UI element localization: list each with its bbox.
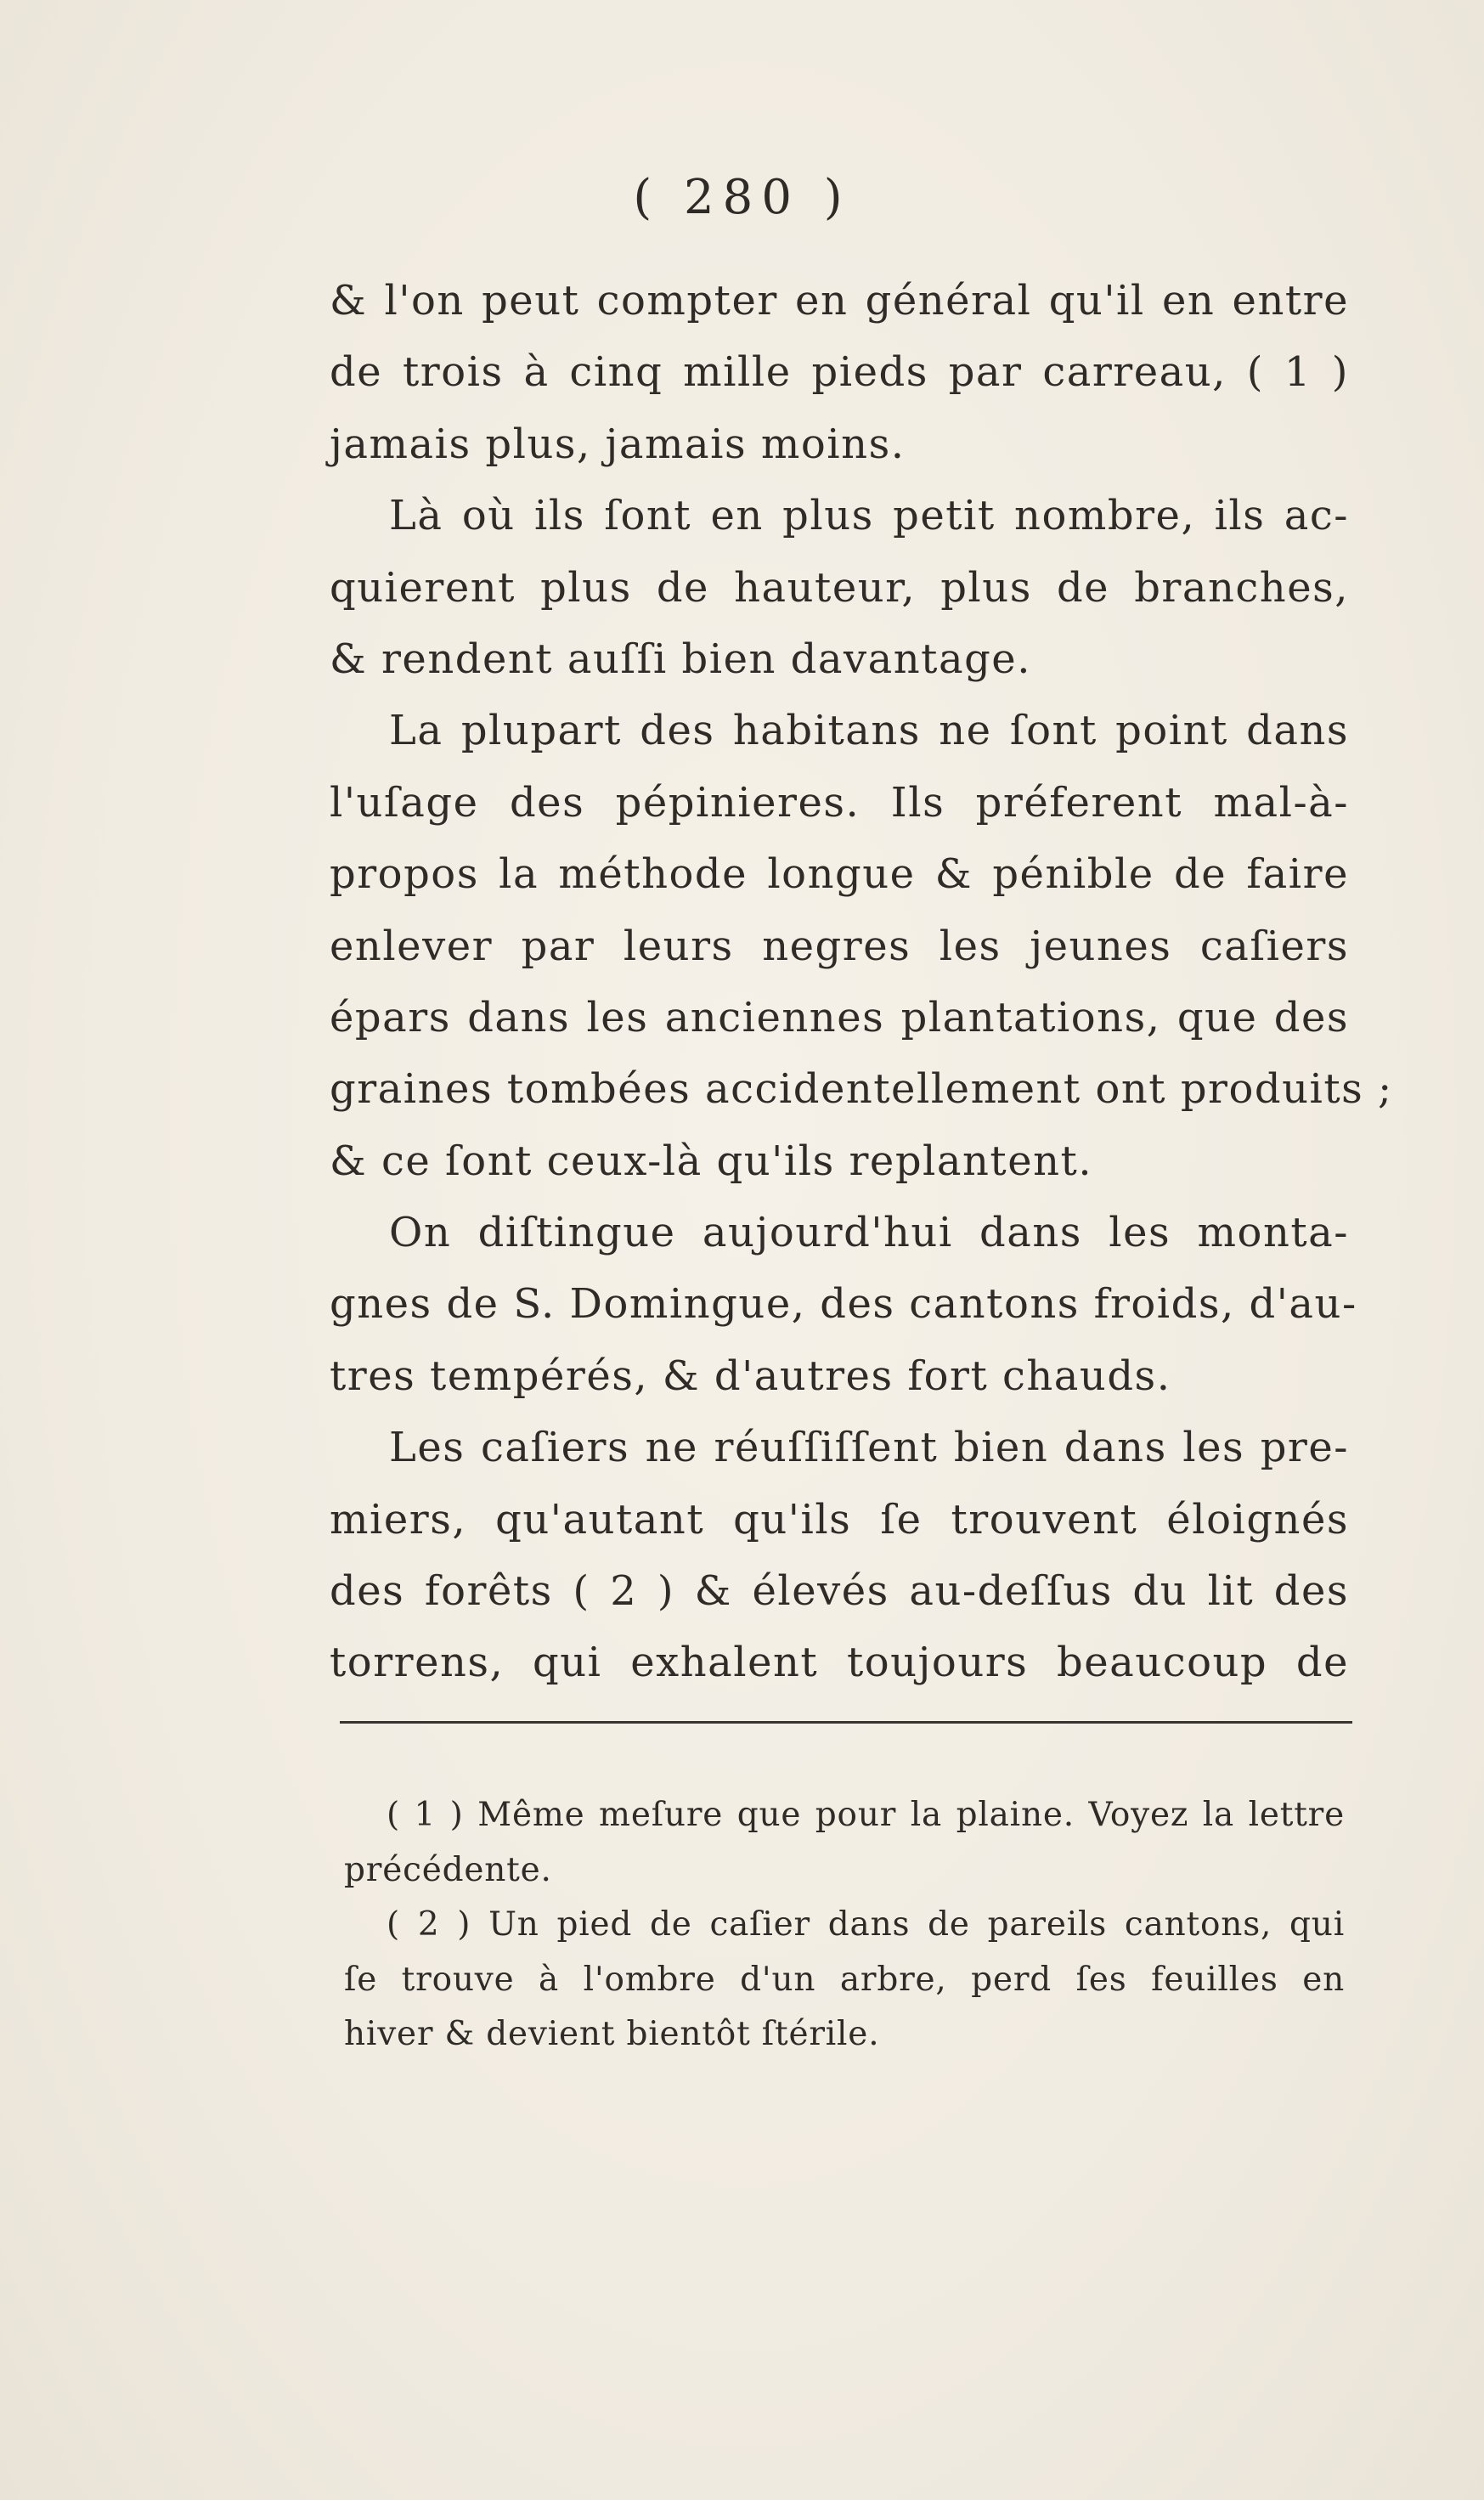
text-line: épars dans les anciennes plantations, que des — [330, 993, 1349, 1041]
footnote-line: ( 2 ) Un pied de caſier dans de pareils cantons, qui — [387, 1905, 1345, 1944]
text-line: enlever par leurs negres les jeunes caſiers — [330, 922, 1349, 970]
text-line: On diſtingue aujourd'hui dans les monta- — [389, 1209, 1349, 1257]
text-line: Les caſiers ne réuſſiſſent bien dans les pre- — [389, 1424, 1349, 1472]
text-line: de trois à cinq mille pieds par carreau, ( 1 ) — [330, 348, 1349, 397]
text-line: Là où ils ſont en plus petit nombre, ils ac- — [389, 492, 1349, 540]
text-line: & l'on peut compter en général qu'il en entre — [330, 277, 1349, 324]
text-line: La plupart des habitans ne ſont point dans — [389, 707, 1349, 755]
text-line: jamais plus, jamais moins. — [330, 420, 906, 468]
text-line: graines tombées accidentellement ont produits ; — [330, 1065, 1393, 1114]
footnote-line: précédente. — [344, 1850, 552, 1889]
footnote-line: ( 1 ) Même meſure que pour la plaine. Voyez la lettre — [387, 1796, 1345, 1834]
text-line: quierent plus de hauteur, plus de branches, — [330, 563, 1349, 612]
text-line: gnes de S. Domingue, des cantons froids, d'au- — [330, 1280, 1357, 1329]
text-line: miers, qu'autant qu'ils ſe trouvent éloignés — [330, 1495, 1349, 1543]
text-line: & rendent auſſi bien davantage. — [330, 635, 1031, 683]
footnote-separator — [340, 1721, 1352, 1724]
text-line: l'uſage des pépinieres. Ils préferent mal-à- — [330, 778, 1349, 827]
text-line: & ce ſont ceux-là qu'ils replantent. — [330, 1137, 1093, 1185]
text-line: propos la méthode longue & pénible de faire — [330, 850, 1349, 899]
footnote-line: hiver & devient bientôt ſtérile. — [344, 2015, 880, 2053]
footnote-line: ſe trouve à l'ombre d'un arbre, perd ſes feuilles en — [344, 1960, 1345, 1999]
body-text — [330, 265, 1393, 1699]
text-line: torrens, qui exhalent toujours beaucoup de — [330, 1639, 1349, 1687]
text-line: tres tempérés, & d'autres fort chauds. — [330, 1352, 1171, 1400]
page-number: ( 280 ) — [633, 170, 851, 225]
footnotes — [344, 1788, 1345, 2063]
text-line: des forêts ( 2 ) & élevés au-deſſus du lit des — [330, 1567, 1349, 1616]
